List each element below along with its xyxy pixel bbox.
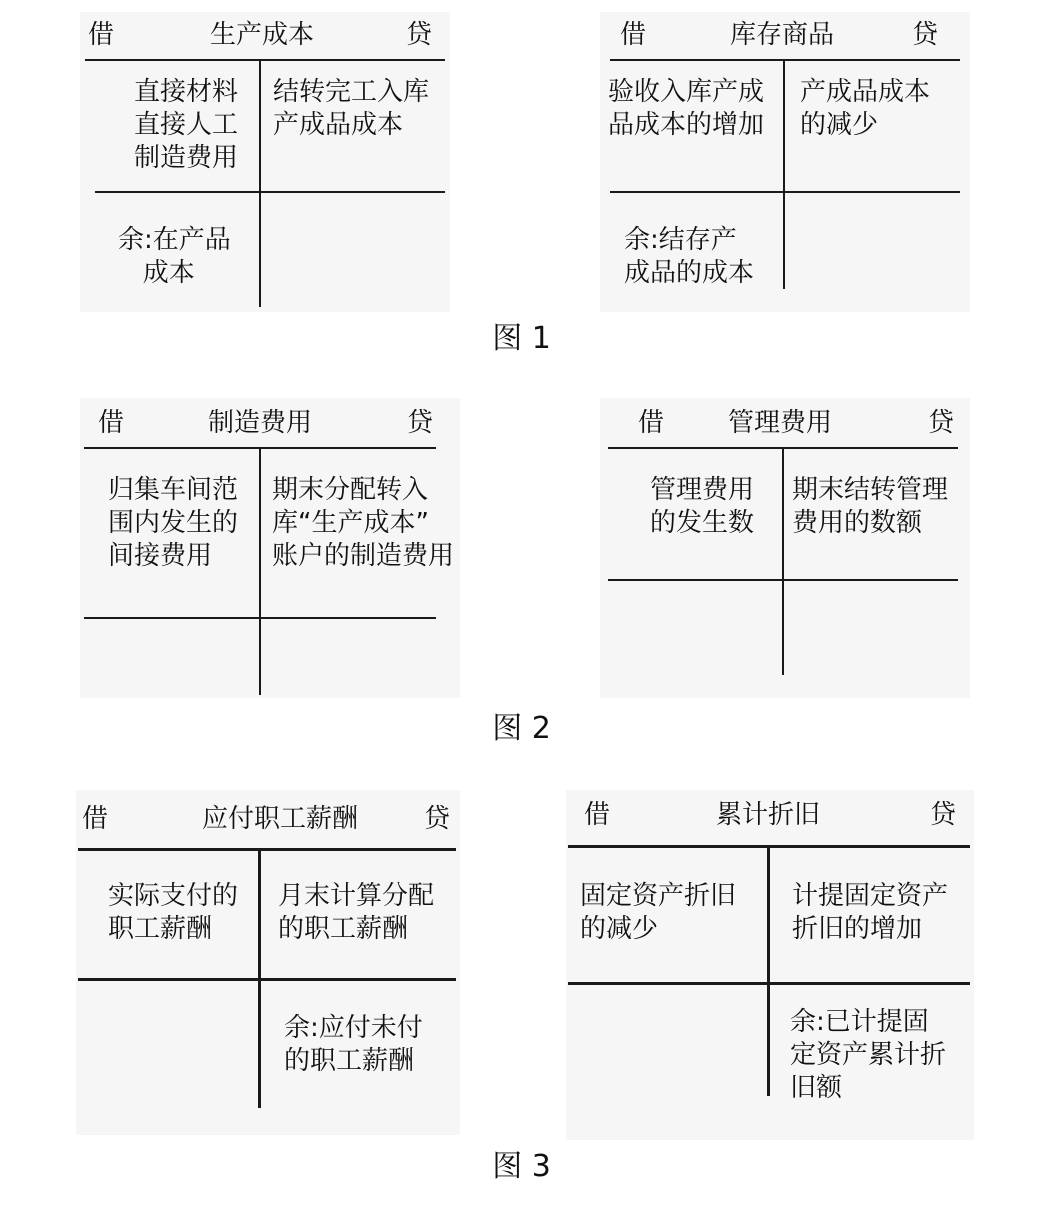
credit-entries: 期末结转管理 费用的数额: [792, 475, 949, 538]
debit-label: 借: [638, 408, 665, 438]
figure-caption-1: 图 1: [492, 321, 551, 356]
center-line: [259, 449, 261, 695]
credit-balance: 余:已计提固 定资产累计折 旧额: [790, 1007, 947, 1103]
balance-line: [608, 579, 958, 581]
credit-label: 贷: [406, 20, 433, 50]
credit-label: 贷: [424, 804, 451, 834]
account-title: 制造费用: [208, 408, 313, 438]
credit-label: 贷: [928, 408, 955, 438]
fig2-right-panel: [600, 398, 970, 698]
figure-caption-2: 图 2: [492, 711, 551, 746]
center-line: [782, 449, 784, 675]
debit-label: 借: [620, 20, 647, 50]
credit-label: 贷: [930, 800, 957, 830]
account-title: 生产成本: [210, 20, 315, 50]
center-line: [259, 61, 261, 307]
credit-entries: 结转完工入库 产成品成本: [273, 77, 430, 140]
credit-balance: 余:应付未付 的职工薪酬: [284, 1013, 423, 1076]
balance-line: [568, 982, 970, 985]
center-line: [783, 61, 785, 289]
debit-label: 借: [88, 20, 115, 50]
balance-line: [95, 191, 445, 193]
debit-entries: 实际支付的 职工薪酬: [108, 881, 239, 944]
balance-line: [78, 978, 456, 981]
debit-balance: 余:在产品 成本: [118, 225, 231, 288]
account-title: 库存商品: [730, 20, 835, 50]
debit-label: 借: [98, 408, 125, 438]
debit-label: 借: [584, 800, 611, 830]
figure-caption-3: 图 3: [492, 1149, 551, 1184]
credit-label: 贷: [407, 408, 434, 438]
credit-entries: 月末计算分配 的职工薪酬: [278, 881, 435, 944]
debit-label: 借: [82, 804, 109, 834]
debit-entries: 管理费用 的发生数: [650, 475, 755, 538]
debit-balance: 余:结存产 成品的成本: [624, 225, 755, 288]
header-line: [78, 848, 456, 851]
header-line: [85, 59, 445, 61]
fig3-left-panel: [76, 790, 460, 1135]
debit-entries: 归集车间范 围内发生的 间接费用: [108, 475, 239, 571]
credit-entries: 期末分配转入 库“生产成本” 账户的制造费用: [272, 475, 455, 571]
balance-line: [610, 191, 960, 193]
header-line: [610, 59, 960, 61]
account-title: 管理费用: [728, 408, 833, 438]
credit-label: 贷: [912, 20, 939, 50]
balance-line: [84, 617, 436, 619]
debit-entries: 直接材料 直接人工 制造费用: [134, 77, 239, 173]
credit-entries: 产成品成本 的减少: [800, 77, 931, 140]
debit-entries: 验收入库产成 品成本的增加: [608, 77, 765, 140]
credit-entries: 计提固定资产 折旧的增加: [792, 881, 949, 944]
account-title: 累计折旧: [716, 800, 821, 830]
center-line: [767, 848, 770, 1096]
account-title: 应付职工薪酬: [202, 804, 359, 834]
debit-entries: 固定资产折旧 的减少: [580, 881, 737, 944]
